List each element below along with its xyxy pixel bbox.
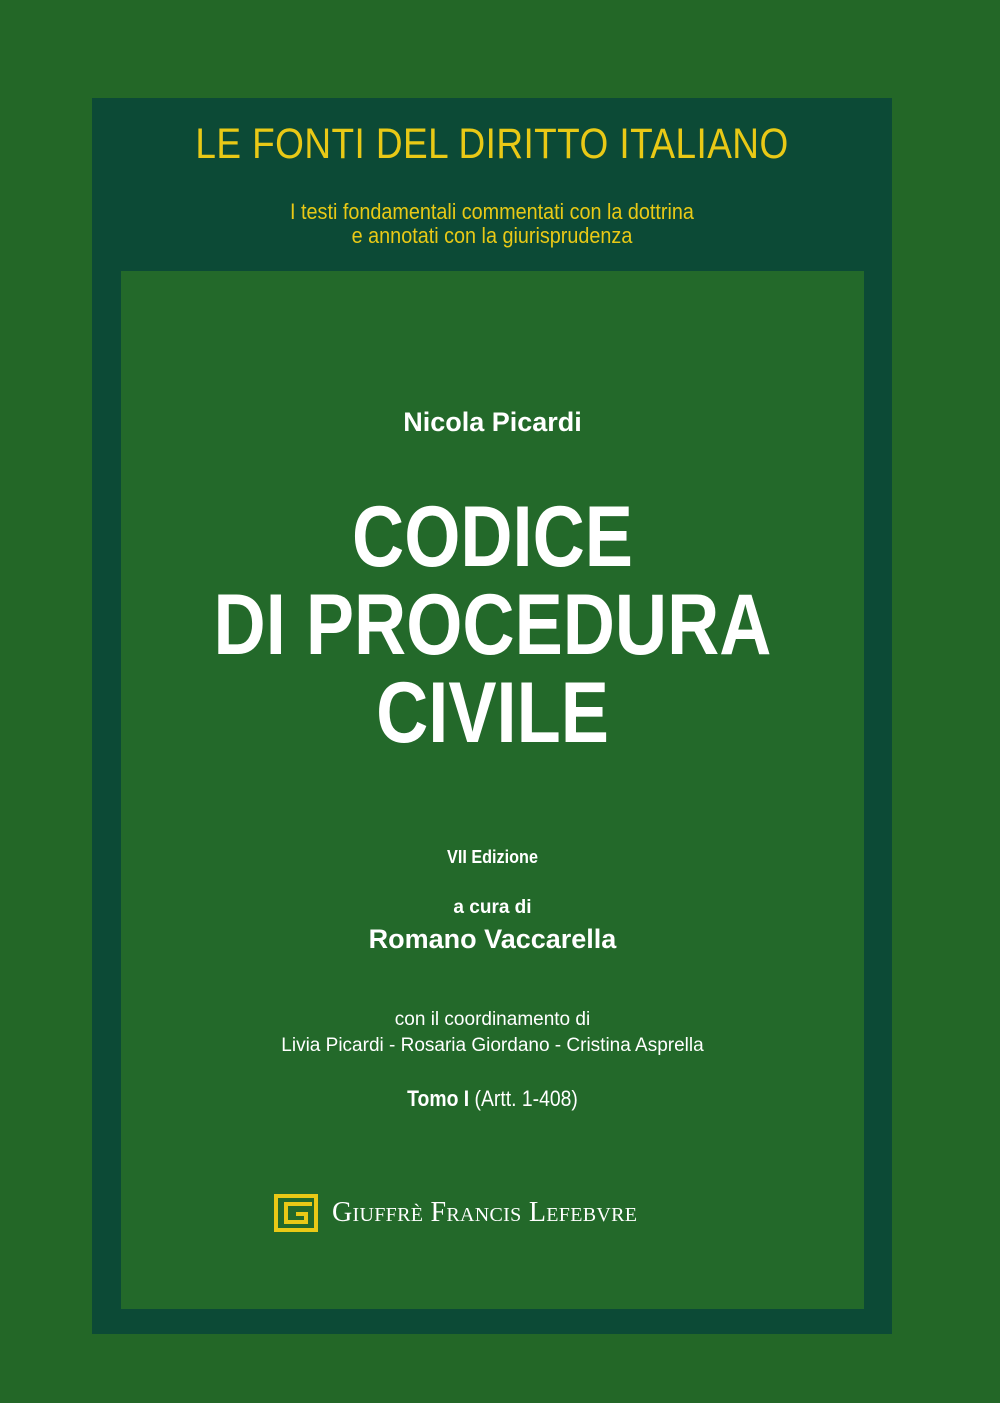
author-name: Nicola Picardi <box>403 407 582 437</box>
book-title-line-3: CIVILE <box>376 665 609 761</box>
curator-label: a cura di <box>453 897 532 918</box>
series-subtitle <box>132 200 852 248</box>
cover-panel <box>121 271 864 1309</box>
curator-name: Romano Vaccarella <box>368 924 617 954</box>
edition-label: VII Edizione <box>447 847 538 867</box>
volume-range: (Artt. 1-408) <box>474 1086 578 1111</box>
publisher-name: Giuffrè Francis Lefebvre <box>332 1197 638 1228</box>
series-title: LE FONTI DEL DIRITTO ITALIANO <box>195 120 789 168</box>
publisher-logo-icon <box>274 1194 318 1232</box>
series-subtitle-line-2: e annotati con la giurisprudenza <box>351 223 633 248</box>
volume-info <box>166 1086 820 1112</box>
coordinator-names: Livia Picardi - Rosaria Giordano - Cristina Asprella <box>281 1035 704 1056</box>
book-title-line-2: DI PROCEDURA <box>213 577 772 673</box>
publisher <box>274 1193 637 1233</box>
volume-label: Tomo I <box>407 1086 470 1111</box>
series-subtitle-line-1: I testi fondamentali commentati con la dottrina <box>290 199 694 224</box>
coordination-label: con il coordinamento di <box>394 1009 591 1030</box>
book-title <box>180 489 804 761</box>
book-title-line-1: CODICE <box>352 489 633 585</box>
